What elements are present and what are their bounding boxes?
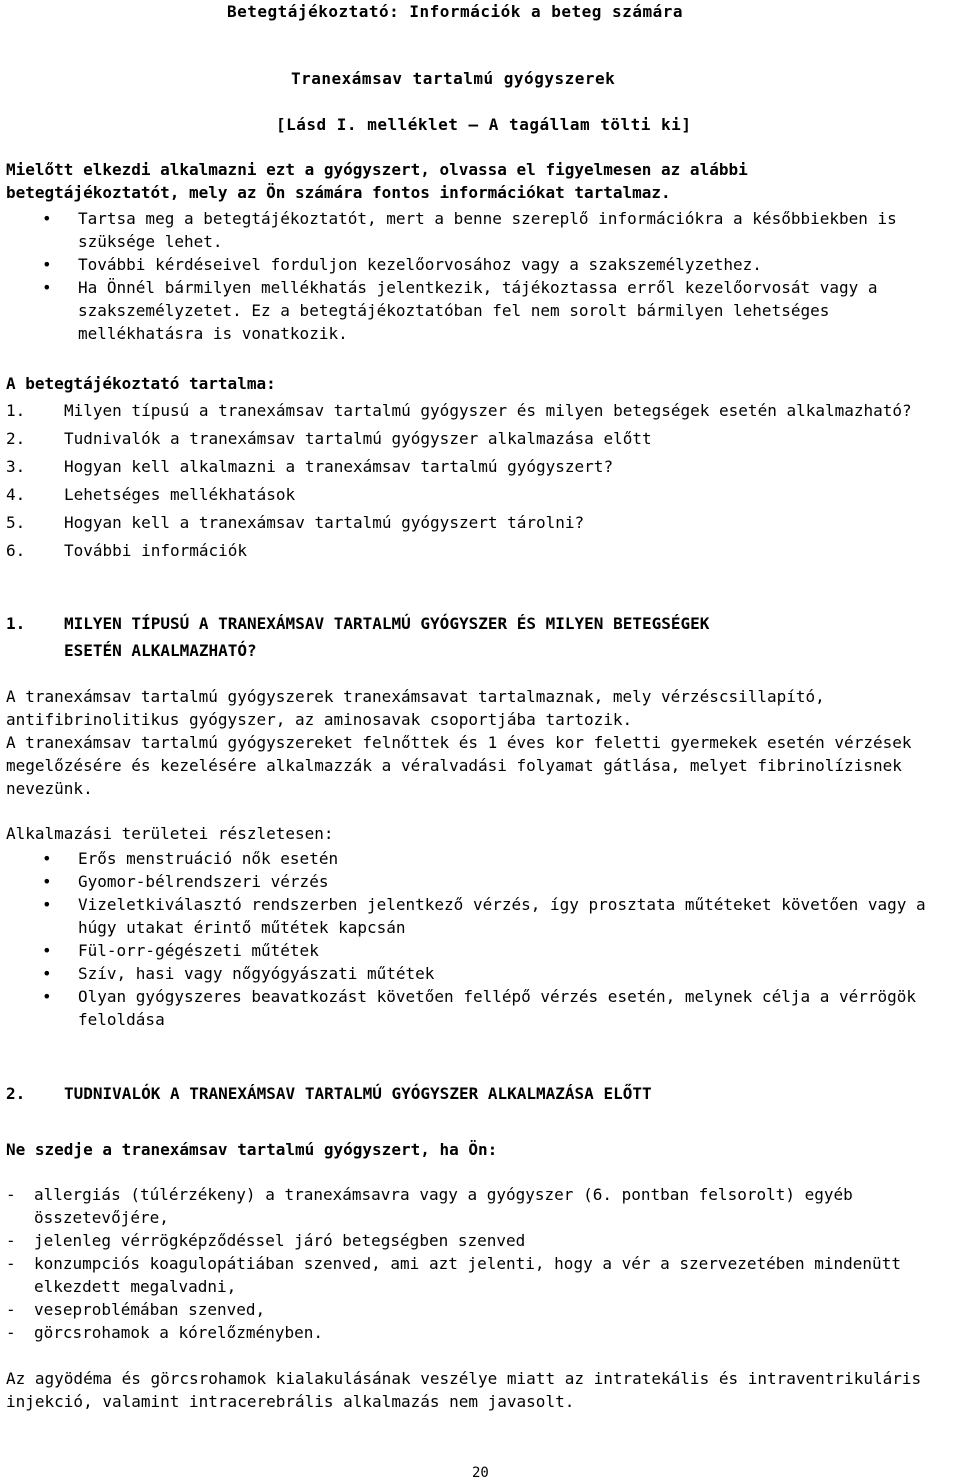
section-1-number: 1. <box>6 614 26 633</box>
contents-item <box>6 425 912 453</box>
uses-item: • Gyomor-bélrendszeri vérzés <box>0 870 950 893</box>
uses-item: • Olyan gyógyszeres beavatkozást követően fellépő vérzés esetén, melynek célja a vérrögök feloldása <box>0 985 950 1031</box>
contents-item <box>6 453 912 481</box>
contents-item-text: További információk <box>64 541 248 560</box>
contraindication-item: - jelenleg vérrögképződéssel járó betegségben szenved <box>6 1229 951 1252</box>
contents-list <box>6 397 912 565</box>
page-number: 20 <box>472 1465 489 1481</box>
contents-item <box>6 481 912 509</box>
contraindications-heading: Ne szedje a tranexámsav tartalmú gyógyszert, ha Ön: <box>6 1140 498 1159</box>
section-1-paragraph-2: A tranexámsav tartalmú gyógyszereket felnőttek és 1 éves kor feletti gyermekek esetén vérzések megelőzésére és kezelésére alkalmazzák a véralvadási folyamat gátlása, melyet fibrinolízisnek nevezünk. <box>6 733 912 798</box>
product-name: Tranexámsav tartalmú gyógyszerek <box>291 69 616 88</box>
contents-item-text: Milyen típusú a tranexámsav tartalmú gyógyszer és milyen betegségek esetén alkalmazható? <box>64 401 912 420</box>
contents-item-text: Hogyan kell alkalmazni a tranexámsav tartalmú gyógyszert? <box>64 457 614 476</box>
contents-item <box>6 509 912 537</box>
intro-bullet: • Tartsa meg a betegtájékoztatót, mert a benne szereplő információkra a későbbiekben is szüksége lehet. <box>0 207 950 253</box>
contraindication-item: - görcsrohamok a kórelőzményben. <box>6 1321 951 1344</box>
contents-item-text: Hogyan kell a tranexámsav tartalmú gyógyszert tárolni? <box>64 513 585 532</box>
uses-item: • Erős menstruáció nők esetén <box>0 847 950 870</box>
intro-bullet: • Ha Önnél bármilyen mellékhatás jelentkezik, tájékoztassa erről kezelőorvosát vagy a szakszemélyzetet. Ez a betegtájékoztatóban fel nem sorolt bármilyen lehetséges mellékhatásra is vonatkozik. <box>0 276 950 345</box>
contraindication-item: - konzumpciós koagulopátiában szenved, ami azt jelenti, hogy a vér a szervezetében mindenütt elkezdett megalvadni, <box>6 1252 951 1298</box>
intro-lead-line-1: Mielőtt elkezdi alkalmazni ezt a gyógyszert, olvassa el figyelmesen az alábbi <box>6 160 748 179</box>
annex-note: [Lásd I. melléklet – A tagállam tölti ki] <box>276 115 692 134</box>
intro-lead-line-2: betegtájékoztatót, mely az Ön számára fontos információkat tartalmaz. <box>6 183 671 202</box>
section-1-title-line-2: ESETÉN ALKALMAZHATÓ? <box>64 641 257 660</box>
contraindication-item: - veseproblémában szenved, <box>6 1298 951 1321</box>
uses-heading: Alkalmazási területei részletesen: <box>6 824 334 843</box>
section-2-title: TUDNIVALÓK A TRANEXÁMSAV TARTALMÚ GYÓGYSZER ALKALMAZÁSA ELŐTT <box>64 1084 652 1103</box>
section-1-title-line-1: MILYEN TÍPUSÚ A TRANEXÁMSAV TARTALMÚ GYÓGYSZER ÉS MILYEN BETEGSÉGEK <box>64 614 710 633</box>
contents-item-number: 4. <box>6 485 26 504</box>
contents-item <box>6 537 912 565</box>
contraindication-item: - allergiás (túlérzékeny) a tranexámsavra vagy a gyógyszer (6. pontban felsorolt) egyéb összetevőjére, <box>6 1183 951 1229</box>
section-1-heading <box>6 610 709 664</box>
uses-item: • Fül-orr-gégészeti műtétek <box>0 939 950 962</box>
contents-item-number: 6. <box>6 541 26 560</box>
contents-item <box>6 397 912 425</box>
section-2-heading <box>6 1080 652 1107</box>
section-1-paragraph-1: A tranexámsav tartalmú gyógyszerek tranexámsavat tartalmaznak, mely vérzéscsillapító, antifibrinolitikus gyógyszer, az aminosavak csoportjába tartozik. <box>6 687 825 729</box>
contents-heading: A betegtájékoztató tartalma: <box>6 374 276 393</box>
uses-list <box>0 847 950 1031</box>
intro-bullet-list <box>0 207 950 345</box>
section-2-note: Az agyödéma és görcsrohamok kialakulásának veszélye miatt az intratekális és intraventrikuláris injekció, valamint intracerebrális alkalmazás nem javasolt. <box>6 1369 922 1411</box>
contents-item-text: Tudnivalók a tranexámsav tartalmú gyógyszer alkalmazása előtt <box>64 429 652 448</box>
uses-item: • Szív, hasi vagy nőgyógyászati műtétek <box>0 962 950 985</box>
contents-item-number: 3. <box>6 457 26 476</box>
contents-item-number: 5. <box>6 513 26 532</box>
document-title: Betegtájékoztató: Információk a beteg számára <box>227 2 683 21</box>
contents-item-text: Lehetséges mellékhatások <box>64 485 296 504</box>
intro-bullet: • További kérdéseivel forduljon kezelőorvosához vagy a szakszemélyzethez. <box>0 253 950 276</box>
contraindications-list <box>6 1183 951 1344</box>
contents-item-number: 2. <box>6 429 26 448</box>
contents-item-number: 1. <box>6 401 26 420</box>
section-2-number: 2. <box>6 1084 26 1103</box>
uses-item: • Vizeletkiválasztó rendszerben jelentkező vérzés, így prosztata műtéteket követően vagy a húgy utakat érintő műtétek kapcsán <box>0 893 950 939</box>
